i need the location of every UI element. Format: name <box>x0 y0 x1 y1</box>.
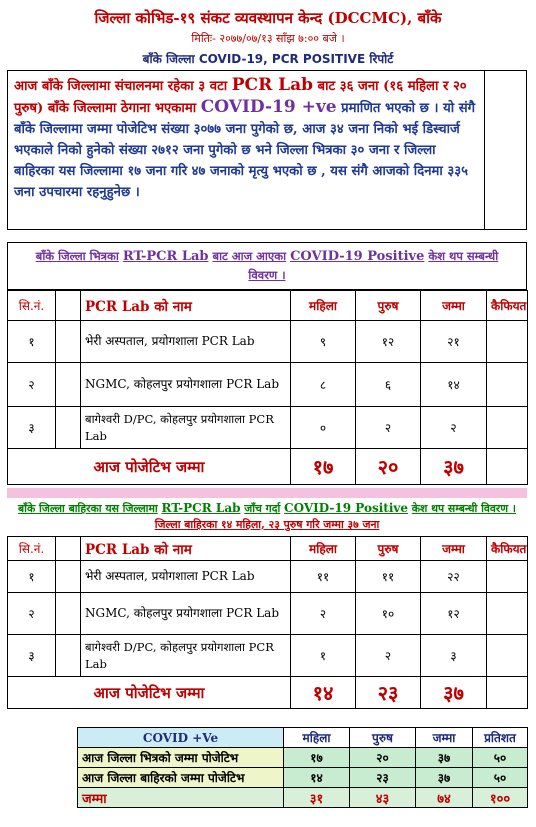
row-gap <box>56 635 81 677</box>
section2-heading-b: RT-PCR Lab <box>161 501 241 515</box>
section1-heading-d: COVID-19 Positive <box>290 249 425 264</box>
row-remarks <box>487 635 528 677</box>
table2-total-female: १४ <box>291 677 356 709</box>
table1-total-remarks <box>487 449 528 485</box>
row-sn: २ <box>8 593 56 635</box>
row-lab-name: NGMC, कोहलपुर प्रयोगशाला PCR Lab <box>81 363 291 407</box>
row-female: ० <box>291 407 356 449</box>
summary-covid-positive: COVID-19 +ve <box>200 97 337 117</box>
section2-heading-d: COVID-19 Positive <box>284 501 408 515</box>
summary-row-male: २३ <box>350 768 416 788</box>
row-total: १४ <box>421 363 487 407</box>
table-row <box>78 768 528 788</box>
row-gap <box>56 321 81 363</box>
table1-header-male: पुरुष <box>356 291 421 321</box>
row-lab-name: बागेश्वरी D/PC, कोहलपुर प्रयोगशाला PCR Lab <box>81 635 291 677</box>
table1-header-total: जम्मा <box>421 291 487 321</box>
section2-heading-a: बाँके जिल्ला बाहिरका यस जिल्लामा <box>18 502 158 515</box>
row-male: ६ <box>356 363 421 407</box>
section-divider <box>7 488 527 498</box>
table-row <box>8 363 528 407</box>
section1-heading-a: बाँके जिल्ला भित्रका <box>35 249 119 263</box>
section2-heading <box>7 500 527 534</box>
table-row <box>8 407 528 449</box>
table2-header-gap <box>56 537 81 561</box>
table-inside-district <box>7 290 528 485</box>
summary-row-label: आज जिल्ला बाहिरको जम्मा पोजेटिभ <box>78 768 284 788</box>
summary-row-percent: ५० <box>473 748 528 768</box>
summary-header-total: जम्मा <box>416 728 473 748</box>
report-word: रिपोर्ट <box>369 52 394 66</box>
table1-total-male: २० <box>356 449 421 485</box>
row-lab-name: NGMC, कोहलपुर प्रयोगशाला PCR Lab <box>81 593 291 635</box>
summary-part-3: बाट ३६ जना (१६ महिला र २० पुरुष) बाँके जिल्लामा ठेगाना भएकामा <box>14 79 467 116</box>
table1-total-label: आज पोजेटिभ जम्मा <box>8 449 291 485</box>
section2-subheading: जिल्ला बाहिरका १४ महिला, २३ पुरुष गरि जम्मा ३७ जना <box>154 518 380 531</box>
summary-row-female: १७ <box>284 748 350 768</box>
table1-header-remarks: कैफियत <box>487 291 528 321</box>
table-outside-district <box>7 536 528 709</box>
row-sn: २ <box>8 363 56 407</box>
table2-total-male: २३ <box>356 677 421 709</box>
table2-total-remarks <box>487 677 528 709</box>
summary-part-5: प्रमाणित भएको छ । यो संगै बाँके जिल्लामा जम्मा पोजेटिभ संख्या ३०७७ जना पुगेको छ, आज ३४ जना निको भई डिस्चार्ज भएकाले निको हुनेको संख्या २७१२ जना पुगेको छ भने जिल्ला भित्रका ३० जना र जिल्ला बाहिरका यस जिल्लामा १७ जना गरि ४७ जनाको मृत्यु भएको छ , यस संगै आजको दिनमा ३३५ जना उपचारमा रहनुहुनेछ । <box>14 101 476 200</box>
table1-header-female: महिला <box>291 291 356 321</box>
summary-total-label: जम्मा <box>78 788 284 808</box>
section2-heading-e: केश थप सम्बन्धी विवरण । <box>411 502 516 515</box>
table2-header-remarks: कैफियत <box>487 537 528 561</box>
table2-header-name: PCR Lab को नाम <box>81 537 291 561</box>
summary-header-covid: COVID +Ve <box>78 728 284 748</box>
summary-pcr-lab: PCR Lab <box>231 75 313 95</box>
summary-total-total: ७४ <box>416 788 473 808</box>
table1-total-female: १७ <box>291 449 356 485</box>
row-sn: ३ <box>8 635 56 677</box>
row-remarks <box>487 407 528 449</box>
table2-header-male: पुरुष <box>356 537 421 561</box>
row-remarks <box>487 363 528 407</box>
report-date: मितिः- २०७७/०७/१३ साँझ ७:०० बजे । <box>191 32 345 45</box>
section1-heading-f: विवरण । <box>248 268 286 282</box>
summary-row-label: आज जिल्ला भित्रको जम्मा पोजेटिभ <box>78 748 284 768</box>
row-lab-name: बागेश्वरी D/PC, कोहलपुर प्रयोगशाला PCR Lab <box>81 407 291 449</box>
section2-heading-c: जाँच गर्दा <box>244 502 281 515</box>
row-gap <box>56 363 81 407</box>
row-sn: ३ <box>8 407 56 449</box>
row-male: २ <box>356 407 421 449</box>
section1-heading <box>7 242 527 290</box>
summary-header-row <box>78 728 528 748</box>
row-lab-name: भेरी अस्पताल, प्रयोगशाला PCR Lab <box>81 561 291 593</box>
table-row <box>8 561 528 593</box>
summary-row-total: ३७ <box>416 748 473 768</box>
row-female: ११ <box>291 561 356 593</box>
row-gap <box>56 593 81 635</box>
table2-header-female: महिला <box>291 537 356 561</box>
table2-total-row <box>8 677 528 709</box>
table1-header-name: PCR Lab को नाम <box>81 291 291 321</box>
summary-paragraph <box>14 75 478 203</box>
table2-header-total: जम्मा <box>421 537 487 561</box>
row-remarks <box>487 321 528 363</box>
table-row <box>8 321 528 363</box>
summary-row-female: १४ <box>284 768 350 788</box>
summary-row-total: ३७ <box>416 768 473 788</box>
row-sn: १ <box>8 561 56 593</box>
row-male: १० <box>356 593 421 635</box>
row-female: ९ <box>291 321 356 363</box>
section1-heading-e: केश थप सम्बन्धी <box>428 249 499 263</box>
table1-header-gap <box>56 291 81 321</box>
table2-total-total: ३७ <box>421 677 487 709</box>
summary-header-percent: प्रतिशत <box>473 728 528 748</box>
row-total: १२ <box>421 593 487 635</box>
report-title: जिल्ला कोभिड-१९ संकट व्यवस्थापन केन्द (DCCMC), बाँके <box>94 9 442 27</box>
summary-header-female: महिला <box>284 728 350 748</box>
summary-row-male: २० <box>350 748 416 768</box>
table1-header-sn: सि.नं. <box>8 291 56 321</box>
table2-header-sn: सि.नं. <box>8 537 56 561</box>
table1-total-total: ३७ <box>421 449 487 485</box>
summary-box <box>7 70 527 230</box>
row-female: २ <box>291 593 356 635</box>
summary-total-male: ४३ <box>350 788 416 808</box>
row-gap <box>56 561 81 593</box>
table-row <box>78 748 528 768</box>
table1-total-row <box>8 449 528 485</box>
table-row <box>8 635 528 677</box>
summary-total-female: ३१ <box>284 788 350 808</box>
section1-heading-b: RT-PCR Lab <box>122 249 209 264</box>
row-female: १ <box>291 635 356 677</box>
row-total: २१ <box>421 321 487 363</box>
row-remarks <box>487 561 528 593</box>
table2-header-row <box>8 537 528 561</box>
summary-header-male: पुरुष <box>350 728 416 748</box>
summary-table <box>77 727 528 808</box>
row-male: ११ <box>356 561 421 593</box>
summary-total-percent: १०० <box>473 788 528 808</box>
report-label: COVID-19, PCR POSITIVE <box>198 52 366 66</box>
row-gap <box>56 407 81 449</box>
section1-heading-c: बाट आज आएका <box>212 249 287 263</box>
report-district: बाँके जिल्ला <box>142 52 195 66</box>
summary-total-row <box>78 788 528 808</box>
report-subtitle <box>0 50 536 67</box>
summary-row-percent: ५० <box>473 768 528 788</box>
row-total: २२ <box>421 561 487 593</box>
row-total: २ <box>421 407 487 449</box>
row-female: ८ <box>291 363 356 407</box>
summary-part-1: आज बाँके जिल्लामा संचालनमा रहेका ३ वटा <box>14 79 232 94</box>
table2-total-label: आज पोजेटिभ जम्मा <box>8 677 291 709</box>
row-sn: १ <box>8 321 56 363</box>
row-remarks <box>487 593 528 635</box>
table1-header-row <box>8 291 528 321</box>
row-total: ३ <box>421 635 487 677</box>
table-row <box>8 593 528 635</box>
summary-inner <box>8 71 485 229</box>
row-male: १२ <box>356 321 421 363</box>
row-lab-name: भेरी अस्पताल, प्रयोगशाला PCR Lab <box>81 321 291 363</box>
row-male: २ <box>356 635 421 677</box>
